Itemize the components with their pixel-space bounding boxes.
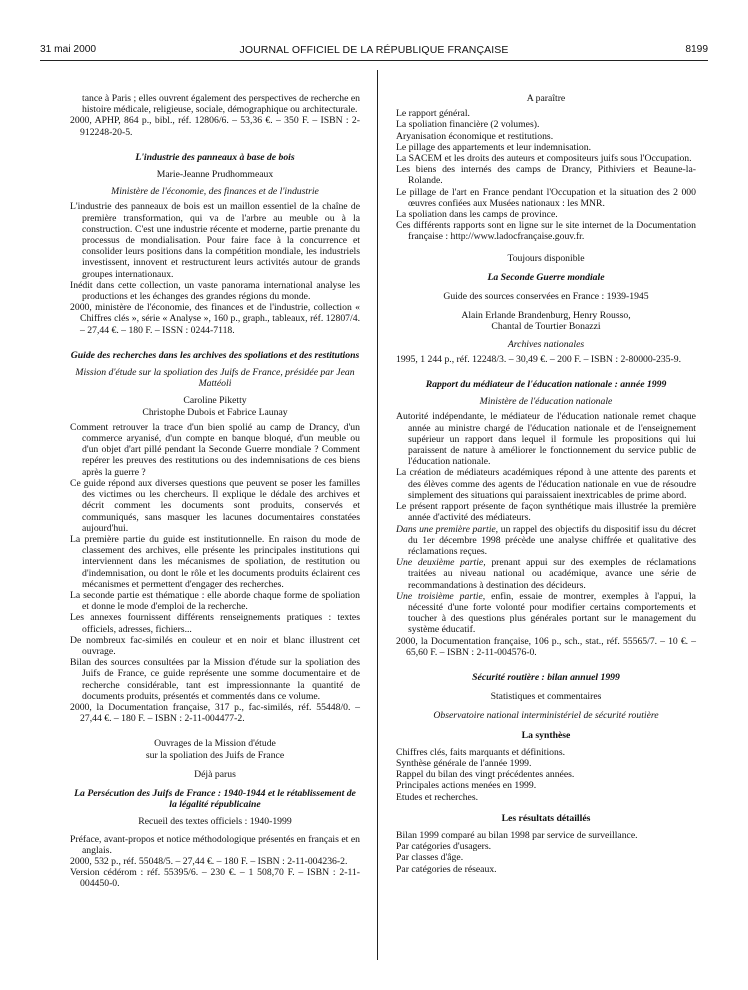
toujours-heading: Toujours disponible: [507, 252, 585, 264]
securite-subtitle: Statistiques et commentaires: [490, 691, 602, 703]
paragraph: [396, 557, 696, 591]
part-text-1: un rappel des objectifs du dispositif issu du décret du 1er décembre 1998 précède une analyse chiffrée et qualitative des réclamations reçues.: [408, 523, 696, 557]
header-date: 31 mai 2000: [40, 44, 97, 55]
list-item: Par catégories de réseaux.: [396, 863, 497, 875]
a-paraitre-heading: A paraître: [526, 93, 566, 104]
paragraph: Le présent rapport présente de façon synthétique mais illustrée la première année d'activité des médiateurs.: [396, 501, 696, 524]
page-header: [40, 44, 708, 60]
synthese-heading: La synthèse: [521, 729, 571, 741]
section-title-mediateur: Rapport du médiateur de l'éducation nationale : année 1999: [425, 379, 667, 391]
paragraph: Préface, avant-propos et notice méthodologique présentés en français et en anglais.: [70, 833, 360, 856]
paragraph: [396, 524, 696, 558]
recueil-subtitle: Recueil des textes officiels : 1940-1999: [138, 816, 292, 828]
part-label-1: Dans une première partie,: [396, 523, 499, 535]
list-item: Le rapport général.: [396, 108, 470, 120]
authors-seconde-1: Alain Erlande Brandenburg, Henry Rousso,: [461, 310, 631, 322]
list-item: Les biens des internés des camps de Drancy, Pithiviers et Beaune-la-Rolande.: [396, 164, 696, 187]
section-title-guide: Guide des recherches dans les archives des spoliations et des restitutions: [70, 349, 360, 361]
paragraph: La création de médiateurs académiques répond à une attente des parents et des élèves comme des agents de l'éducation nationale en vue de résoudre simplement des situations qui paraissaient inextricables de prime abord.: [396, 467, 696, 501]
ministry-mediateur: Ministère de l'éducation nationale: [479, 396, 613, 408]
author-guide-1: Caroline Piketty: [183, 395, 247, 407]
section-title-persecution: La Persécution des Juifs de France : 1940-1944 et le rétablissement de la légalité républicaine: [74, 787, 356, 811]
list-item: Bilan 1999 comparé au bilan 1998 par service de surveillance.: [396, 829, 638, 841]
list-item: La SACEM et les droits des auteurs et compositeurs juifs sous l'Occupation.: [396, 153, 692, 165]
guide-sources-subtitle: Guide des sources conservées en France : 1939-1945: [443, 291, 649, 303]
reference-seconde: 1995, 1 244 p., réf. 12248/3. – 30,49 €. – 200 F. – ISBN : 2-80000-235-9.: [396, 353, 681, 365]
column-divider: [377, 70, 378, 960]
part-label-2: Une deuxième partie,: [396, 557, 486, 569]
section-title-securite: Sécurité routière : bilan annuel 1999: [472, 671, 620, 683]
list-item: Principales actions menées en 1999.: [396, 780, 537, 792]
ouvrages-heading-2: sur la spoliation des Juifs de France: [145, 749, 285, 761]
list-item: Le pillage des appartements et leur indemnisation.: [396, 141, 592, 153]
reference-aphp: 2000, APHP, 864 p., bibl., réf. 12806/6. – 53,36 €. – 350 F. – ISBN : 2-912248-20-5.: [70, 115, 360, 138]
paragraph: Autorité indépendante, le médiateur de l'éducation nationale remet chaque année au ministre chargé de l'éducation nationale et de l'enseignement supérieur un rapport dans lequel il formule les propositions qui lui paraissent de nature à améliorer le fonctionnement du service public de l'éducation nationale.: [396, 411, 696, 468]
list-item: Le pillage de l'art en France pendant l'Occupation et la situation des 2 000 œuvres confiées aux Musées nationaux : les MNR.: [396, 186, 696, 209]
paragraph: Ce guide répond aux diverses questions que peuvent se poser les familles des victimes ou les chercheurs. Il explique le dédale des archives et décrit comment les documents sont produits, conservés et communiqués, sans masquer les lacunes documentaires constatées aujourd'hui.: [70, 477, 360, 534]
paragraph: De nombreux fac-similés en couleur et en noir et blanc illustrent cet ouvrage.: [70, 634, 360, 657]
part-text-2: prenant appui sur des exemples de réclamations traitées au niveau national ou académique, avance une série de recommandations à destination des décideurs.: [408, 557, 697, 591]
author-guide-2: Christophe Dubois et Fabrice Launay: [142, 406, 288, 418]
journal-title: JOURNAL OFFICIEL DE LA RÉPUBLIQUE FRANÇAISE: [239, 44, 509, 56]
part-label-3: Une troisième partie,: [396, 590, 486, 602]
paragraph: La première partie du guide est institutionnelle. En raison du mode de classement des archives, elle présente les principales institutions qui interviennent dans les mécanismes de spoliation, de restitution ou d'indemnisation, ou dont le rôle et les documents produits éclairent ces mécanismes et permettent d'engager des recherches.: [70, 533, 360, 590]
header-rule: [40, 60, 708, 61]
paragraph: Bilan des sources consultées par la Mission d'étude sur la spoliation des Juifs de France, ce guide représente une somme documentaire et de recherche considérable, tant est impressionnante la quantité de documents produits, présentés et commentés dans ce volume.: [70, 657, 360, 702]
list-item: La spoliation dans les camps de province.: [396, 209, 558, 221]
list-item: La spoliation financière (2 volumes).: [396, 119, 540, 131]
resultats-heading: Les résultats détaillés: [501, 812, 591, 824]
continued-text: tance à Paris ; elles ouvrent également des perspectives de recherche en histoire médicale, religieuse, sociale, démographique ou architecturale.: [82, 93, 360, 116]
part-text-3: enfin, essaie de montrer, exemples à l'appui, la nécessité d'une forte volonté pour modifier certains comportements et toucher à des questions plus générales portant sur le management du système éducatif.: [408, 590, 696, 636]
reference-mediateur: 2000, la Documentation française, 106 p., sch., stat., réf. 55565/7. – 10 €. – 65,60 F. – ISBN : 2-11-004576-0.: [396, 635, 696, 658]
page-number: 8199: [685, 44, 708, 55]
authors-seconde-2: Chantal de Tourtier Bonazzi: [491, 321, 601, 333]
section-title-panneaux: L'industrie des panneaux à base de bois: [135, 151, 295, 163]
list-item: Etudes et recherches.: [396, 791, 479, 803]
archives-nationales: Archives nationales: [507, 338, 585, 350]
list-item: Synthèse générale de l'année 1999.: [396, 757, 532, 769]
observatoire-name: Observatoire national interministériel de sécurité routière: [433, 710, 659, 722]
paragraph: L'industrie des panneaux de bois est un maillon essentiel de la chaîne de première transformation, qui va de l'arbre au meuble ou à la construction. C'est une industrie récente et moderne, partie prenante du processus de mondialisation. Pour faire face à la concurrence et consolider leurs positions dans la compétition mondiale, les industriels investissent, innovent et restructurent leurs activités autour de grands groupes internationaux.: [70, 201, 360, 280]
deja-parus-heading: Déjà parus: [194, 768, 236, 780]
list-item: Chiffres clés, faits marquants et définitions.: [396, 746, 566, 758]
paragraph: Inédit dans cette collection, un vaste panorama international analyse les productions et les échanges des grandes régions du monde.: [70, 279, 360, 303]
left-column: [70, 93, 360, 890]
paragraph: Les annexes fournissent différents renseignements pratiques : textes officiels, adresses, fichiers...: [70, 612, 360, 635]
paragraph: Comment retrouver la trace d'un bien spolié au camp de Drancy, d'un commerce aryanisé, d'un compte en banque bloqué, d'un meuble ou d'un objet d'art pillé pendant la Seconde Guerre mondiale ? Comment repérer les preuves des restitutions ou des indemnisations de ces biens après la guerre ?: [70, 421, 360, 478]
ministry-panneaux: Ministère de l'économie, des finances et de l'industrie: [111, 186, 319, 198]
reference-cederom: Version cédérom : réf. 55395/6. – 230 €. – 1 508,70 F. – ISBN : 2-11-004450-0.: [70, 867, 360, 890]
list-item: Par classes d'âge.: [396, 852, 464, 864]
section-title-seconde-guerre: La Seconde Guerre mondiale: [487, 271, 605, 283]
list-item: Ces différents rapports sont en ligne sur le site internet de la Documentation française : http://www.ladocfrançaise.gouv.fr.: [396, 220, 696, 243]
paragraph: La seconde partie est thématique : elle aborde chaque forme de spoliation et donne le mode d'emploi de la recherche.: [70, 589, 360, 613]
right-column: [396, 93, 696, 875]
list-item: Aryanisation économique et restitutions.: [396, 130, 554, 142]
reference-panneaux: 2000, ministère de l'économie, des finances et de l'industrie, collection « Chiffres clés », série « Analyse », 160 p., graph., tableaux, réf. 12807/4. – 27,44 €. – 180 F. – ISSN : 0244-7118.: [70, 302, 360, 336]
list-item: Par catégories d'usagers.: [396, 841, 492, 853]
list-item: Rappel du bilan des vingt précédentes années.: [396, 769, 575, 781]
reference-guide: 2000, la Documentation française, 317 p., fac-similés, réf. 55448/0. – 27,44 €. – 180 F. – ISBN : 2-11-004477-2.: [70, 701, 360, 725]
paragraph: [396, 591, 696, 636]
ouvrages-heading-1: Ouvrages de la Mission d'étude: [154, 738, 276, 750]
author-panneaux: Marie-Jeanne Prudhommeaux: [156, 169, 274, 181]
mission-guide: Mission d'étude sur la spoliation des Juifs de France, présidée par Jean Mattéoli: [75, 367, 355, 390]
reference-persecution: 2000, 532 p., réf. 55048/5. – 27,44 €. – 180 F. – ISBN : 2-11-004236-2.: [70, 855, 348, 867]
